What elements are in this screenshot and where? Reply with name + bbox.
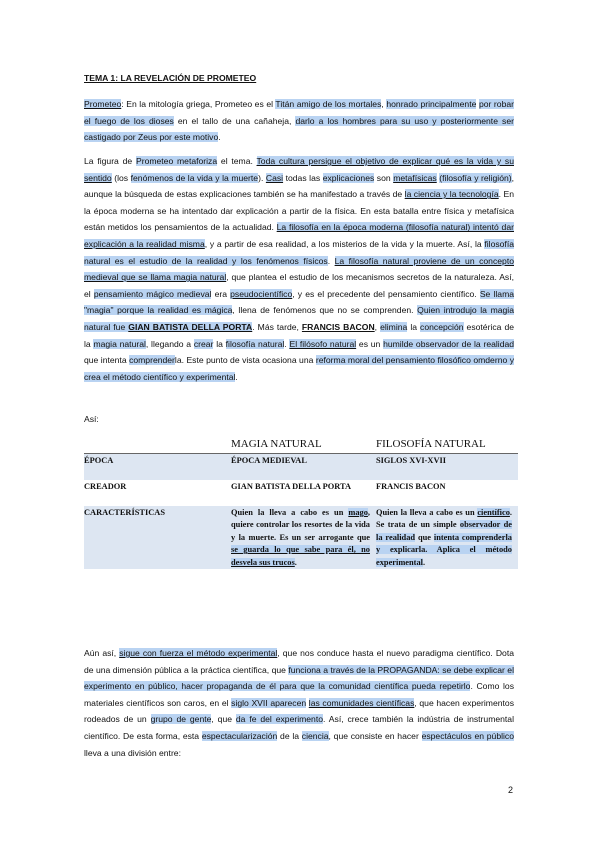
table-cell: GIAN BATISTA DELLA PORTA [231, 482, 352, 491]
intro-highlight: por robar el fuego de los dioses [84, 99, 514, 126]
body-highlight: fenómenos de la vida y la muerte [130, 172, 259, 183]
table-cell-label: CREADOR [84, 482, 127, 491]
body-text: la [213, 338, 226, 349]
cell-highlight: observador de la realidad [376, 520, 513, 542]
cell-text: . [422, 557, 426, 567]
after-highlight: espectacularización [201, 730, 278, 741]
after-highlight: sigue con fuerza el método experimental [119, 648, 278, 658]
body-text: , [374, 321, 381, 332]
body-text: esotérica de la [84, 321, 515, 349]
cell-text: Quien la lleva a cabo es un [231, 508, 349, 517]
after-highlight: las comunidades científicas [308, 697, 415, 708]
table-header-row [84, 434, 518, 454]
table-cell-label: ÉPOCA [84, 454, 231, 481]
body-highlight: Casi [265, 172, 284, 183]
body-text: . [284, 338, 290, 349]
comparison-table [84, 434, 518, 569]
asi-label: Así: [84, 414, 99, 424]
body-text: es un [356, 338, 384, 349]
cell-highlight: científico [477, 508, 510, 517]
body-text: . En la época moderna se ha intentado dar explicación a partir de la física. En esta batalla entre física y metafísica están metidos los pensamientos de la actualidad. [84, 189, 514, 233]
body-text: La figura de [84, 156, 136, 166]
cell-highlight: se guarda lo que sabe para él, no desvela sus trucos [231, 545, 370, 567]
body-highlight: El filósofo natural [289, 338, 357, 349]
after-text: de la [277, 730, 302, 741]
cell-text: Quien la lleva a cabo es un [376, 508, 478, 517]
body-highlight: reforma moral del pensamiento filosófico omderno y crea el método científico y experimental [84, 355, 515, 382]
body-paragraph [84, 153, 514, 385]
cell-text: . Se trata de un simple [376, 508, 512, 530]
after-text: , que hacen experimentos rodeados de un [84, 697, 514, 725]
table-row [84, 454, 518, 481]
body-highlight: humilde observador de la realidad [383, 338, 515, 349]
after-highlight: ciencia [301, 730, 329, 741]
body-highlight: filosofía natural [225, 338, 285, 349]
body-name: FRANCIS BACON [301, 321, 375, 332]
table-row [84, 480, 518, 506]
cell-highlight: intenta comprenderla y explicarla. Aplica el método experimental [376, 532, 512, 567]
table-cell-filo-characteristics [376, 506, 518, 569]
after-paragraph [84, 645, 514, 761]
body-text: ). [258, 172, 266, 183]
table-header-magia: MAGIA NATURAL [231, 434, 376, 454]
cell-text: , quiere controlar los resortes de la vida y la muerte. Es un ser arrogante que [231, 508, 370, 542]
body-highlight: La filosofía natural proviene de un concepto medieval que se llama magia natural [84, 255, 514, 283]
body-highlight: metafísicas [393, 172, 437, 183]
after-highlight: siglo XVII aparecen [231, 697, 307, 708]
body-highlight: crear [193, 338, 214, 349]
page-number: 2 [508, 785, 514, 795]
body-text: todas las [283, 172, 323, 183]
body-text: el tema. [217, 156, 257, 166]
intro-text: , [381, 99, 387, 109]
body-text: era [211, 288, 231, 299]
body-text: . Más tarde, [252, 321, 302, 332]
body-highlight: Se llama "magia" porque la realidad es mágica [84, 288, 515, 316]
body-text: , que plantea el estudio de los mecanismos secretos de la naturaleza. Así, el [84, 272, 514, 299]
body-highlight: Toda cultura persigue el objetivo de explicar qué es la vida y su sentido [84, 156, 514, 183]
body-text: , y a partir de esa realidad, a los misterios de la vida y la muerte. Así, la [204, 238, 485, 249]
after-text: lleva a una división entre: [84, 747, 181, 758]
body-text: (los [111, 172, 131, 183]
intro-text: en el tallo de una cañaheja, [173, 115, 296, 126]
body-text: . [235, 371, 238, 382]
table-cell-label: CARACTERÍSTICAS [84, 506, 231, 569]
intro-highlight: Titán amigo de los mortales [275, 99, 382, 109]
body-text: , llegando a [145, 338, 194, 349]
after-text: . Como los materiales científicos son caros, en el [84, 681, 514, 708]
after-highlight: da fe del experimento [235, 714, 324, 725]
intro-text: : En la mitología griega, Prometeo es el [121, 99, 276, 109]
table-cell-magia-characteristics [231, 506, 376, 569]
after-text: , que nos conduce hasta el nuevo paradigma científico. Dota de una dimensión pública a la práctica científica, que [84, 648, 515, 675]
body-highlight: pseudocientífico [230, 288, 293, 299]
cell-highlight: mago [348, 508, 368, 517]
body-text: , llena de fenómenos que no se comprenden. [232, 305, 418, 316]
body-highlight: (filosofía y religión) [439, 172, 512, 183]
body-text: son [374, 172, 394, 183]
body-highlight: Quien introdujo la magia natural fue [84, 305, 514, 332]
body-text: que intenta [84, 355, 130, 366]
after-highlight: espectáculos en público [421, 730, 514, 741]
body-highlight: elimina [380, 321, 408, 332]
body-highlight: la ciencia y la tecnología [404, 189, 499, 200]
intro-highlight: darlo a los hombres para su uso y posteriormente ser castigado por Zeus por este motivo [84, 115, 514, 143]
intro-highlight: honrado principalmente [386, 99, 477, 109]
table-cell: ÉPOCA MEDIEVAL [231, 454, 376, 481]
body-text: . [327, 255, 335, 266]
body-highlight: La filosofía en la época moderna (filosofía natural) intentó dar explicación a la realidad misma [84, 222, 514, 249]
after-text: Aún así, [84, 648, 120, 658]
after-highlight: funciona a través de la PROPAGANDA: se debe explicar el experimento en público, hacer propaganda de él para que la comunidad científica pueda repetirlo [84, 664, 514, 692]
after-text: , que [211, 714, 236, 725]
cell-text: . [294, 557, 297, 567]
body-text: , y es el precedente del pensamiento científico. [292, 288, 480, 299]
body-highlight: magia natural [93, 338, 146, 349]
table-cell: FRANCIS BACON [376, 482, 446, 491]
body-highlight: explicaciones [322, 172, 375, 183]
body-text: la [407, 321, 421, 332]
intro-prometeo-term: Prometeo [84, 99, 122, 109]
after-text: . Así, crece también la indústria de instrumental científico. De esta forma, esta [84, 714, 514, 741]
body-highlight: pensamiento mágico medieval [93, 288, 212, 299]
body-highlight-name: GIAN BATISTA DELLA PORTA [128, 321, 253, 332]
intro-text: . [218, 132, 221, 143]
body-text: la. Este punto de vista ocasiona una [174, 355, 316, 366]
after-highlight: grupo de gente [150, 714, 212, 725]
page-title: TEMA 1: LA REVELACIÓN DE PROMETEO [84, 73, 257, 83]
table-header-empty [84, 434, 231, 454]
body-highlight: filosofía natural es el estudio de la realidad y los fenómenos físicos [84, 238, 514, 266]
after-text: , que consiste en hacer [328, 730, 422, 741]
table-cell: SIGLOS XVI-XVII [376, 454, 518, 481]
intro-paragraph [84, 96, 514, 146]
table-header-filosofia: FILOSOFÍA NATURAL [376, 434, 518, 454]
body-highlight: comprender [129, 355, 175, 366]
table-row [84, 506, 518, 569]
cell-text: que [415, 532, 434, 542]
body-text: , aunque la búsqueda de estas explicaciones también se ha manifestado a través de [84, 172, 515, 200]
body-highlight: Prometeo metaforiza [135, 156, 218, 166]
body-highlight: concepción [420, 321, 464, 332]
